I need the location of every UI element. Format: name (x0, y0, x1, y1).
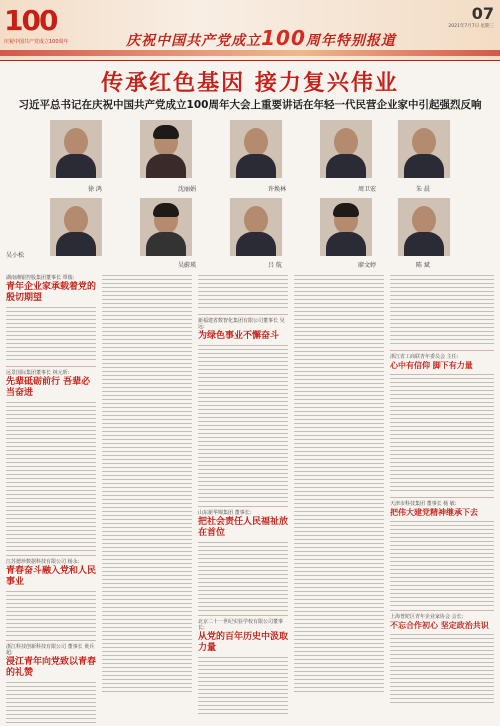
article-head (6, 370, 96, 399)
ribbon-decoration (0, 50, 500, 56)
banner-number: 100 (261, 26, 306, 50)
banner-text-post: 周年特别报道 (305, 33, 396, 49)
article-columns (6, 275, 494, 703)
page-number: 07 (471, 4, 494, 23)
article-head (390, 501, 494, 518)
article-kicker: 江苏德珍数据科技有限公司 杨永: (6, 559, 80, 565)
article-title: 青年企业家承载着党的殷切期望 (6, 282, 97, 303)
portrait-caption: 吴小松 (6, 252, 25, 259)
column (390, 275, 494, 703)
masthead (0, 0, 500, 61)
article-body (102, 275, 192, 695)
article-body (294, 275, 384, 695)
portrait-photo (50, 120, 102, 178)
article-body (390, 521, 494, 607)
column (198, 275, 288, 703)
portrait-caption: 沈丽娟 (178, 186, 197, 193)
article-title: 心中有信仰 脚下有力量 (390, 361, 473, 370)
article-kicker: 浙江省工商联青年委员会 主任: (390, 354, 459, 360)
article-head (198, 619, 288, 654)
article-head (198, 510, 288, 539)
portrait-caption: 廖文婷 (358, 262, 377, 269)
portrait-photo (398, 120, 450, 178)
portrait-caption: 许焕林 (268, 186, 287, 193)
article-head (6, 644, 96, 679)
article-title: 不忘合作初心 坚定政治共识 (390, 621, 489, 630)
banner-text-pre: 庆祝中国共产党成立 (126, 33, 262, 49)
article-title: 青春奋斗融入党和人民事业 (6, 566, 97, 587)
portrait-caption: 徐 鸿 (88, 186, 102, 193)
portrait-photo (230, 198, 282, 256)
special-report-banner (96, 26, 426, 48)
portrait-gallery (6, 120, 450, 269)
article-kicker: 新福建省数智化集团有限公司董事长 吴 远: (198, 318, 285, 330)
article-kicker: 上海普陀区青年企业家协会 会长: (390, 614, 464, 620)
portrait-photo (398, 198, 450, 256)
article-body (390, 634, 494, 704)
article-kicker: 浙江科技创新科技有限公司 董事长 黄兵超: (6, 644, 95, 656)
article-title: 浸江青年向党致以青春的礼赞 (6, 657, 97, 678)
page-subheadline: 习近平总书记在庆祝中国共产党成立100周年大会上重要讲话在年轻一代民营企业家中引起强烈反响 (18, 99, 482, 111)
article-head (198, 318, 288, 342)
page-headline: 传承红色基因 接力复兴伟业 (101, 71, 399, 96)
article-title: 把伟大建党精神继承下去 (390, 508, 478, 517)
article-body (6, 682, 96, 726)
article-body (6, 591, 96, 637)
article-kicker: 远景国际集团董事长 林元昕: (6, 370, 70, 376)
article-head (390, 354, 494, 371)
article-head (6, 559, 96, 588)
article-body (6, 307, 96, 363)
article-body (198, 275, 288, 311)
article-body (6, 402, 96, 552)
portrait-photo (140, 198, 192, 256)
logo-caption: 庆祝中国共产党成立100周年 (4, 39, 69, 45)
article-kicker: 北京二十一世纪实验学校有限公司董事长: (198, 619, 284, 631)
portrait-caption: 陈 斌 (416, 262, 430, 269)
portrait-photo (230, 120, 282, 178)
article-title: 先辈砥砺前行 吾辈必当奋进 (6, 377, 91, 398)
portrait-photo (50, 198, 102, 256)
portrait-caption: 朱 晨 (416, 186, 430, 193)
column (6, 275, 96, 703)
dateline: 2021年7月7日 星期三 (448, 24, 494, 29)
article-kicker: 山东新华锦集团 董事长: (198, 510, 252, 516)
article-body (198, 345, 288, 503)
article-body (390, 275, 494, 347)
article-kicker: 天津市科技集团 董事长 杨 敏: (390, 501, 457, 507)
column (294, 275, 384, 703)
article-body (390, 374, 494, 494)
portrait-photo (140, 120, 192, 178)
portrait-caption: 吕 航 (268, 262, 282, 269)
centenary-logo: 100 (4, 4, 57, 37)
article-title: 把社会责任人民福祉放在首位 (198, 517, 289, 538)
article-head (390, 614, 494, 631)
article-kicker: 湖南湘银控股集团董事长 覃俊: (6, 275, 75, 281)
column (102, 275, 192, 703)
article-title: 从党的百年历史中汲取力量 (198, 632, 289, 653)
article-head (6, 275, 96, 304)
portrait-caption: 周卫宏 (358, 186, 377, 193)
article-body (198, 542, 288, 612)
article-body (198, 657, 288, 717)
portrait-photo (320, 120, 372, 178)
portrait-photo (320, 198, 372, 256)
article-title: 为绿色事业不懈奋斗 (198, 331, 280, 341)
portrait-caption: 吴蔚瑛 (178, 262, 197, 269)
